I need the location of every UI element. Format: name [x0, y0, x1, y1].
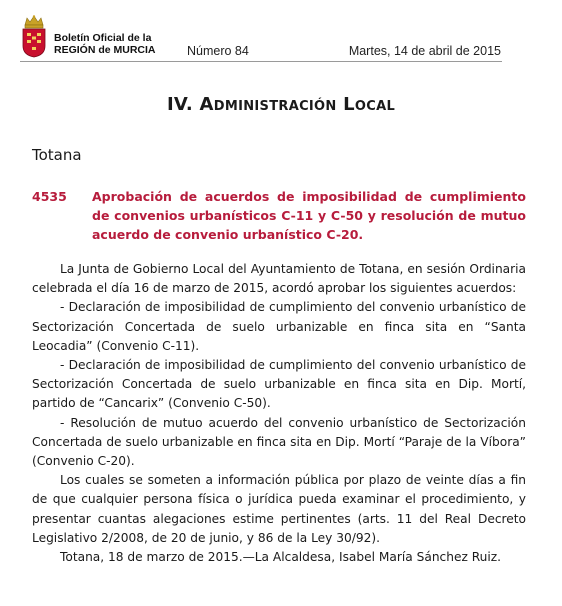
- paragraph-signature: Totana, 18 de marzo de 2015.—La Alcaldesa, Isabel María Sánchez Ruiz.: [60, 550, 502, 565]
- paragraph-public-information: Los cuales se someten a información pública por plazo de veinte días a fin de que cualquier persona física o jurídica pueda examinar el procedimiento, y presentar cuantas alegaciones estime pertinentes (arts. 11 del Real Decreto Legislativo 2/2008, de 20 de junio, y 86 de la Ley 30/92).: [32, 473, 526, 545]
- paragraph-agreement-c50: - Declaración de imposibilidad de cumplimiento del convenio urbanístico de Sectorización Concertada de suelo urbanizable en finca sita en Dip. Mortí, partido de “Cancarix” (Convenio C-50).: [32, 358, 526, 411]
- section-title: IV. Administración Local: [166, 94, 396, 115]
- paragraph-intro: La Junta de Gobierno Local del Ayuntamiento de Totana, en sesión Ordinaria celebrada el día 16 de marzo de 2015, acordó aprobar los siguientes acuerdos:: [32, 262, 526, 296]
- announcement-title: Aprobación de acuerdos de imposibilidad de cumplimiento de convenios urbanísticos C-11 y C-50 y resolución de mutuo acuerdo de convenio urbanístico C-20.: [92, 189, 526, 242]
- page-header: [0, 0, 562, 60]
- announcement-body: [32, 260, 526, 567]
- announcement-number: 4535: [32, 189, 67, 204]
- region-crest-icon: [20, 14, 48, 58]
- paragraph-agreement-c11: - Declaración de imposibilidad de cumplimiento del convenio urbanístico de Sectorización Concertada de suelo urbanizable en finca sita en “Santa Leocadia” (Convenio C-11).: [32, 300, 526, 353]
- entity-name: Totana: [32, 146, 82, 164]
- issue-number: Número 84: [187, 44, 249, 58]
- header-divider: [20, 61, 502, 62]
- brand-line-2: REGIÓN de MURCIA: [54, 43, 156, 56]
- publication-brand: [54, 33, 156, 56]
- issue-date: Martes, 14 de abril de 2015: [348, 44, 501, 58]
- paragraph-agreement-c20: - Resolución de mutuo acuerdo del convenio urbanístico de Sectorización Concertada de suelo urbanizable en finca sita en Dip. Mortí “Paraje de la Víbora” (Convenio C-20).: [32, 415, 526, 469]
- brand-line-1: Boletín Oficial de la: [54, 32, 152, 44]
- announcement-heading: [32, 187, 526, 244]
